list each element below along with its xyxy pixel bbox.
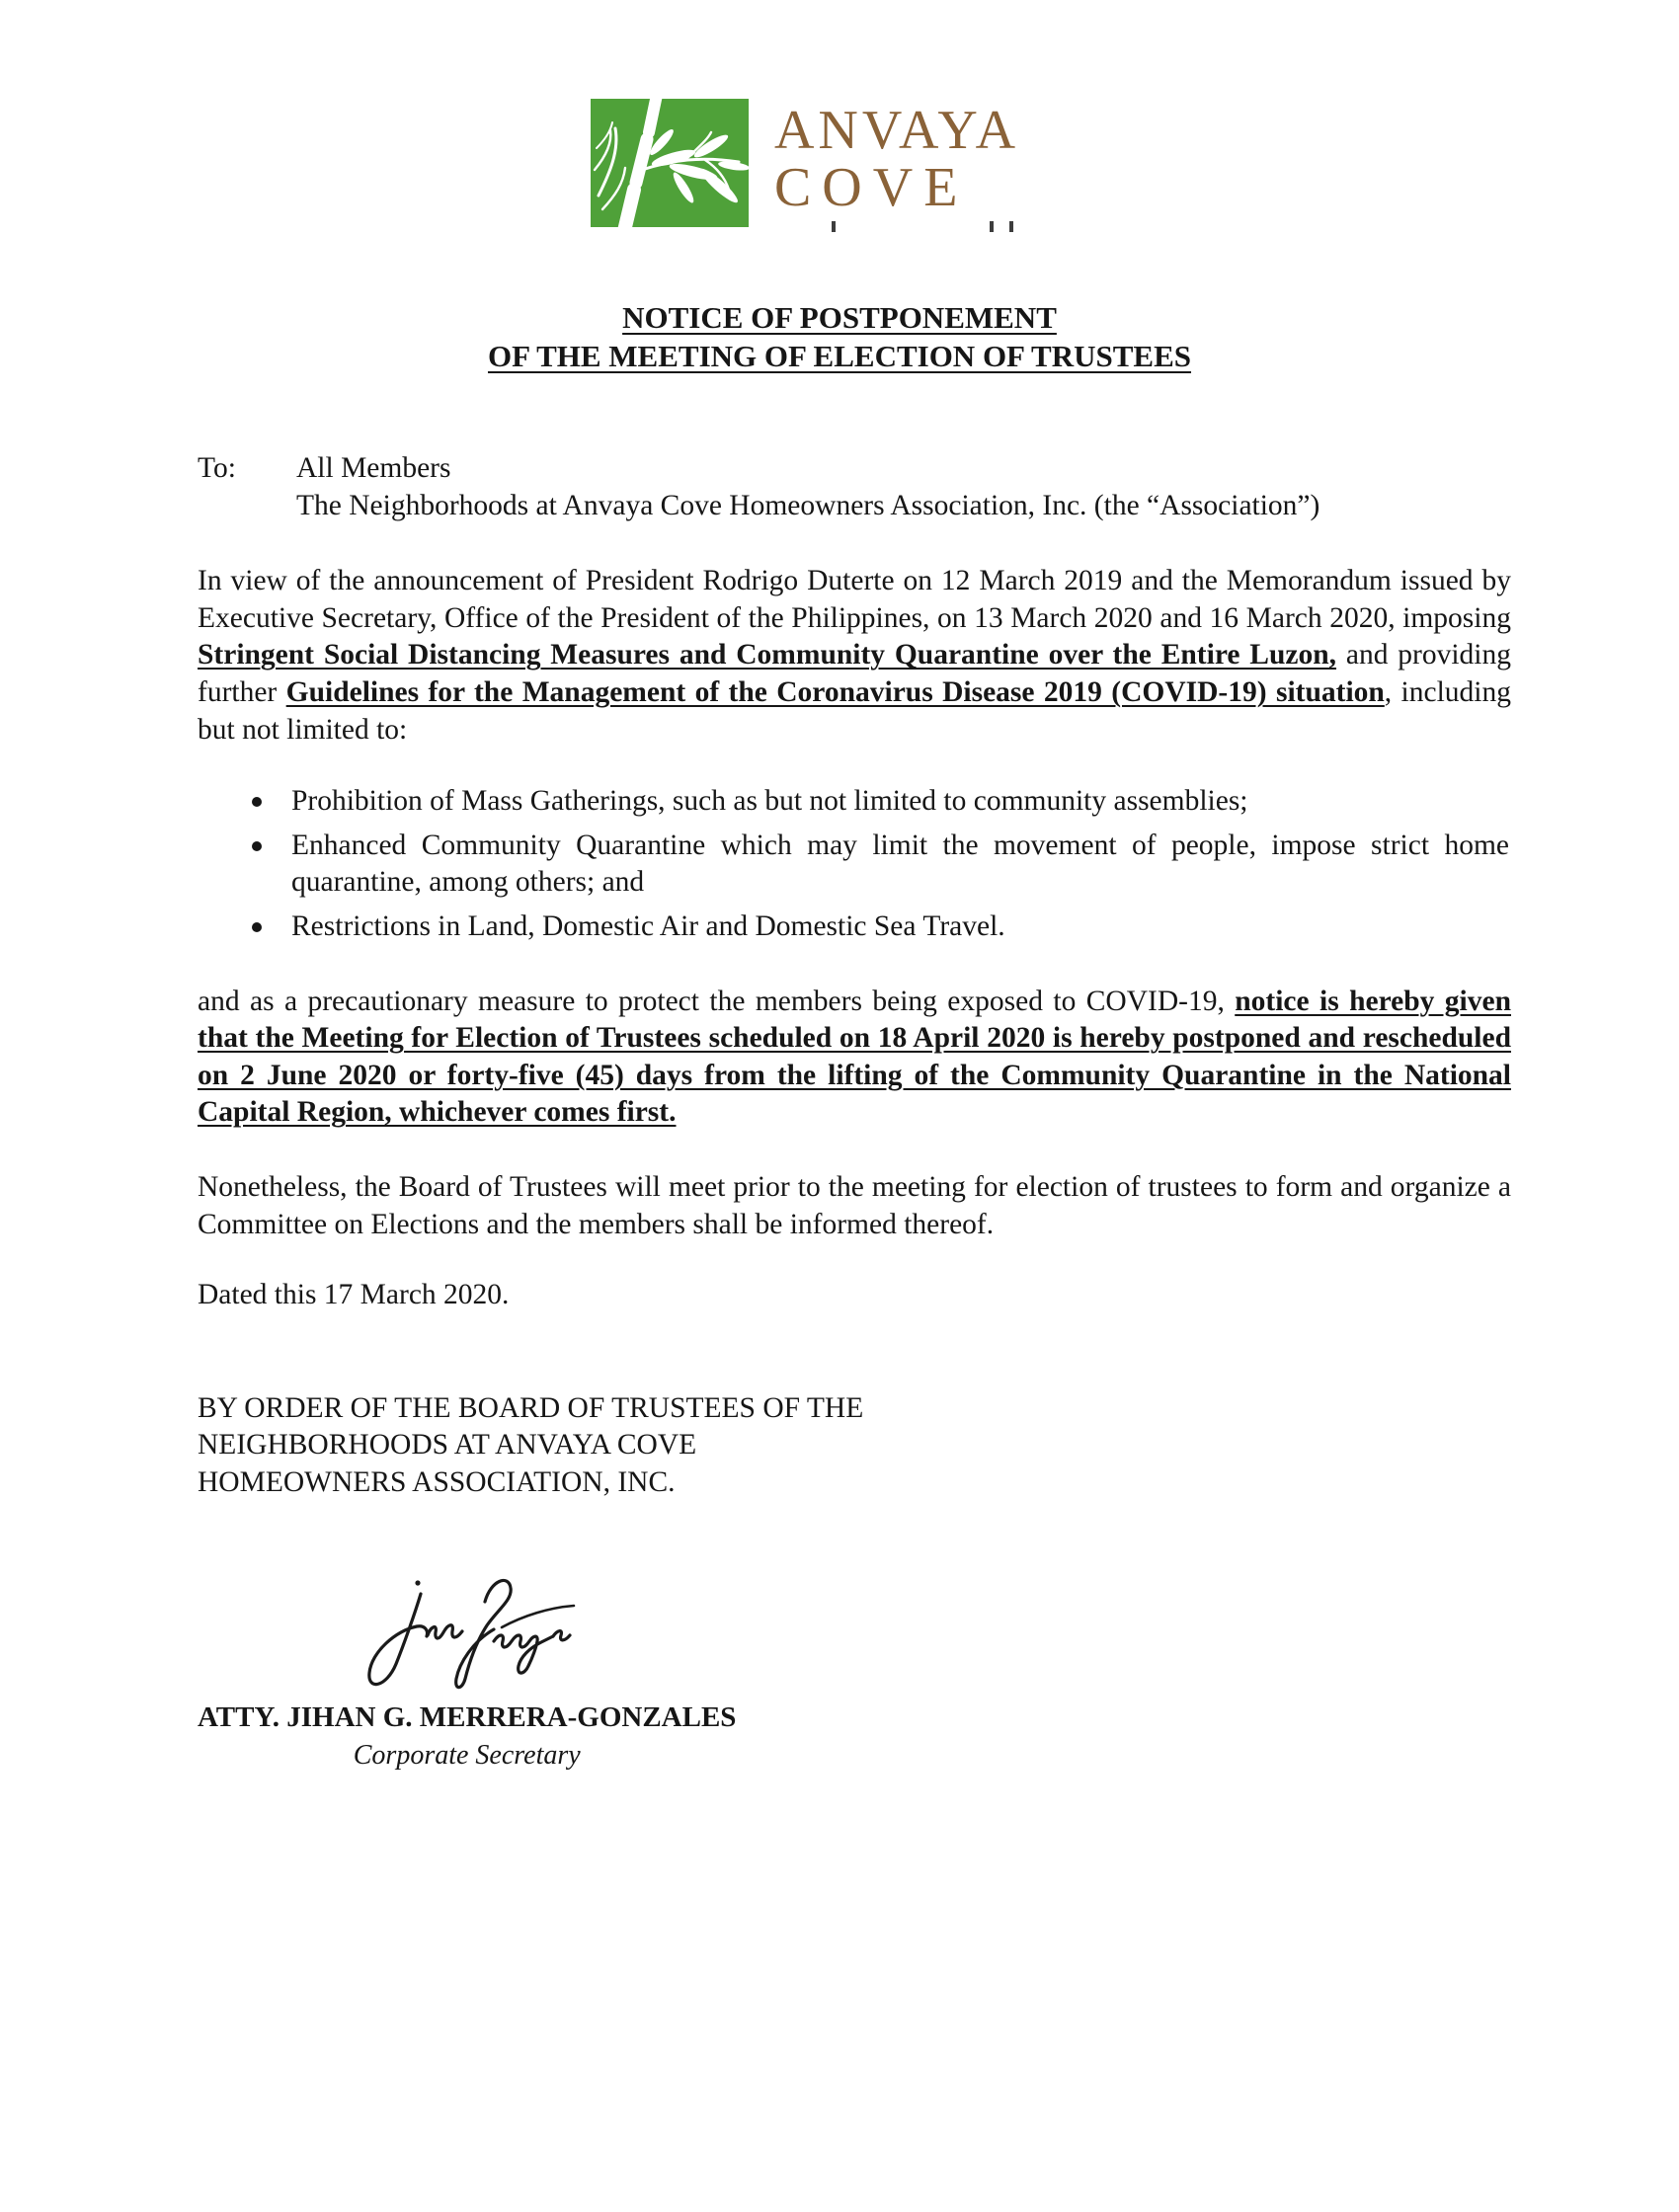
recipient-block: [198, 450, 1511, 524]
paragraph-announcement: [198, 563, 1511, 749]
signature-block: [198, 1570, 736, 1774]
paragraph1-text: In view of the announcement of President Rodrigo Duterte on 12 March 2019 and the Memorandum issued by Executive Secretary, Office of the President of the Philippines, on 13 March 2020 and 16 March 2020, imposing: [198, 565, 1511, 634]
recipient-line1: All Members: [296, 452, 451, 484]
brand-name-line2: COVE: [773, 157, 969, 218]
brand-name-line1: ANVAYA: [773, 100, 1020, 161]
closing-line1: BY ORDER OF THE BOARD OF TRUSTEES OF THE: [198, 1391, 864, 1424]
list-item: [291, 908, 1511, 946]
recipient-label: To:: [198, 452, 236, 484]
paragraph1-emphasis-1: Stringent Social Distancing Measures and Community Quarantine over the Entire Luzon,: [198, 639, 1337, 672]
recipient-line2: The Neighborhoods at Anvaya Cove Homeowners Association, Inc. (the “Association”): [296, 489, 1320, 521]
document-title-line1: NOTICE OF POSTPONEMENT: [622, 300, 1057, 335]
handwritten-signature-icon: [356, 1570, 578, 1697]
paragraph-board-meeting: Nonetheless, the Board of Trustees will meet prior to the meeting for election of trustees to form and organize a Committee on Elections and the members shall be informed thereof.: [198, 1170, 1511, 1240]
paragraph-postponement: [198, 984, 1511, 1132]
signatory-name: ATTY. JIHAN G. MERRERA-GONZALES: [198, 1701, 737, 1734]
paragraph2-emphasis: notice is hereby given that the Meeting for Election of Trustees scheduled on 18 April 2020 is hereby postponed and rescheduled on 2 June 2020 or forty-five (45) days from the lifting of the Community Quarantine in the National Capital Region, whichever comes first.: [198, 985, 1511, 1129]
dated-line: Dated this 17 March 2020.: [198, 1279, 510, 1311]
brand-wordmark: [773, 100, 1020, 235]
measure-1: Prohibition of Mass Gatherings, such as but not limited to community assemblies;: [291, 785, 1248, 818]
paragraph1-text-2: and providing further: [198, 639, 1511, 708]
bamboo-logo-icon: [591, 99, 749, 227]
list-item: [291, 828, 1511, 902]
list-item: [291, 783, 1511, 821]
paragraph2-text: and as a precautionary measure to protect the members being exposed to COVID-19,: [198, 985, 1236, 1017]
paragraph1-text-3: , including but not limited to:: [198, 675, 1511, 746]
document-title: [0, 298, 1679, 375]
closing-block: [198, 1390, 1511, 1502]
cropped-tagline-marks: [774, 219, 1019, 235]
measure-3: Restrictions in Land, Domestic Air and Domestic Sea Travel.: [291, 909, 1005, 942]
letter-body: [198, 450, 1511, 1774]
measure-2: Enhanced Community Quarantine which may limit the movement of people, impose strict home quarantine, among others; and: [291, 829, 1509, 899]
closing-line2: NEIGHBORHOODS AT ANVAYA COVE: [198, 1429, 697, 1462]
recipient-lines: [296, 450, 1319, 524]
signatory-title: Corporate Secretary: [353, 1740, 581, 1772]
measures-list: [198, 783, 1511, 945]
closing-line3: HOMEOWNERS ASSOCIATION, INC.: [198, 1465, 676, 1498]
paragraph1-emphasis-2: Guidelines for the Management of the Coronavirus Disease 2019 (COVID-19) situation: [285, 675, 1385, 708]
letterhead-logo: [0, 99, 1644, 235]
document-title-line2: OF THE MEETING OF ELECTION OF TRUSTEES: [487, 339, 1192, 373]
